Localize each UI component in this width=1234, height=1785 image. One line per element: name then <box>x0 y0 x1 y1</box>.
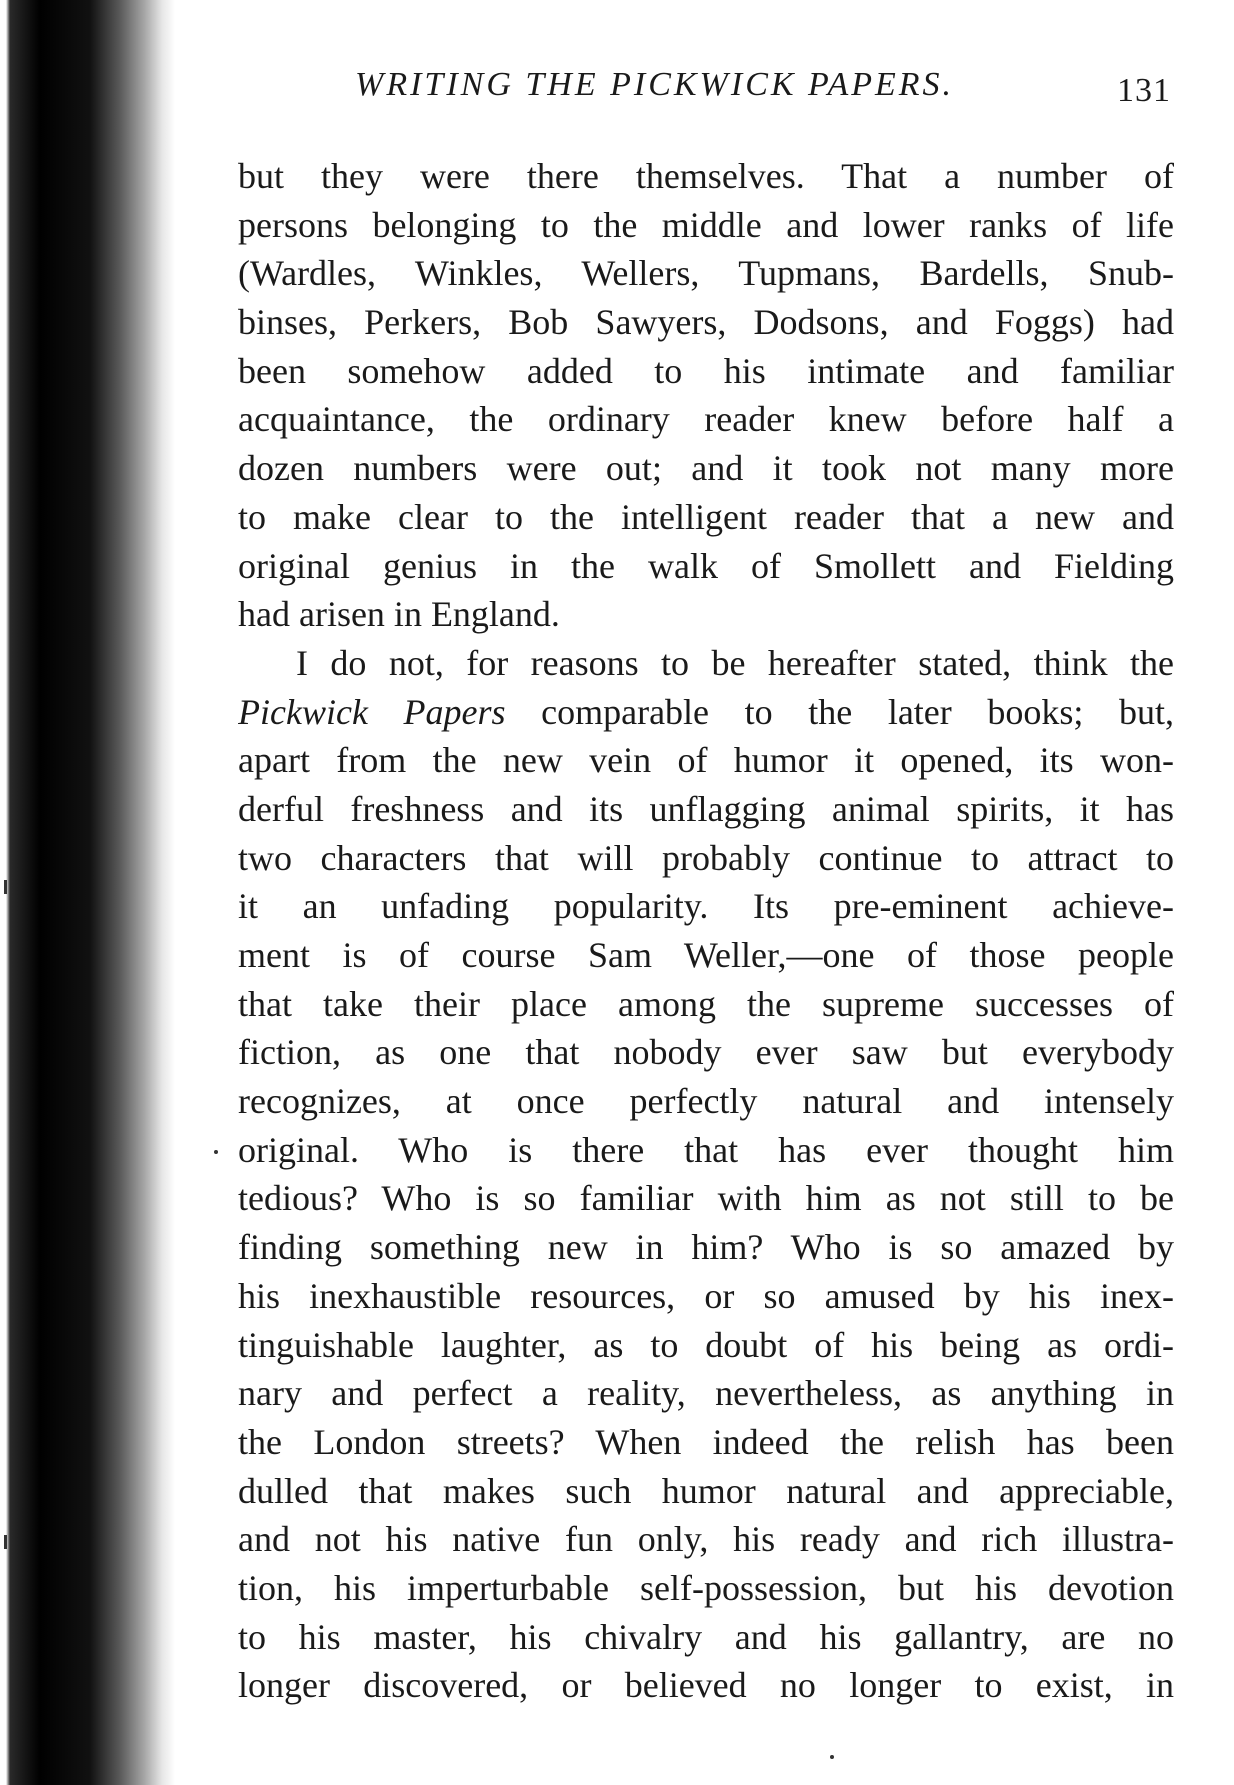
text-line: fiction, as one that nobody ever saw but everybody <box>238 1032 1174 1073</box>
text-line: (Wardles, Winkles, Wellers, Tupmans, Bardells, Snub- <box>238 253 1174 294</box>
book-title: Pickwick Papers <box>238 691 506 732</box>
print-speck <box>830 1755 834 1759</box>
text-line: that take their place among the supreme successes of <box>238 983 1174 1024</box>
text-line: tinguishable laughter, as to doubt of his being as ordi- <box>238 1324 1174 1365</box>
text-line-rest: comparable to the later books; but, <box>541 691 1174 732</box>
text-line: been somehow added to his intimate and familiar <box>238 350 1174 391</box>
text-line: his inexhaustible resources, or so amused by his inex- <box>238 1275 1174 1316</box>
text-line: nary and perfect a reality, nevertheless, as anything in <box>238 1373 1174 1414</box>
text-line: and not his native fun only, his ready and rich illustra- <box>238 1519 1174 1560</box>
text-line: tion, his imperturbable self-possession, but his devotion <box>238 1567 1174 1608</box>
print-speck <box>214 1150 218 1154</box>
text-line: dulled that makes such humor natural and appreciable, <box>238 1470 1174 1511</box>
text-line: original. Who is there that has ever thought him <box>238 1129 1174 1170</box>
text-line: finding something new in him? Who is so amazed by <box>238 1227 1174 1268</box>
text-line: to make clear to the intelligent reader that a new and <box>238 496 1174 537</box>
text-line: acquaintance, the ordinary reader knew before half a <box>238 399 1174 440</box>
text-line: apart from the new vein of humor it opened, its won- <box>238 740 1174 781</box>
text-line: but they were there themselves. That a number of <box>238 156 1174 196</box>
text-line: recognizes, at once perfectly natural and intensely <box>238 1081 1174 1122</box>
text-line: binses, Perkers, Bob Sawyers, Dodsons, and Foggs) had <box>238 302 1174 343</box>
binding-gutter-shadow <box>0 0 175 1785</box>
running-title: WRITING THE PICKWICK PAPERS. <box>355 66 955 103</box>
page-number: 131 <box>1117 72 1171 109</box>
text-line: dozen numbers were out; and it took not many more <box>238 448 1174 489</box>
gutter-speck <box>4 1535 7 1549</box>
text-line: longer discovered, or believed no longer to exist, in <box>238 1665 1174 1706</box>
text-line: the London streets? When indeed the relish has been <box>238 1421 1174 1462</box>
text-line: it an unfading popularity. Its pre-eminent achieve- <box>238 886 1174 927</box>
text-line: persons belonging to the middle and lower ranks of life <box>238 204 1174 245</box>
text-line: to his master, his chivalry and his gallantry, are no <box>238 1616 1174 1657</box>
text-line: ment is of course Sam Weller,—one of those people <box>238 935 1174 975</box>
text-line: I do not, for reasons to be hereafter stated, think the <box>296 642 1174 683</box>
gutter-speck <box>4 880 7 894</box>
text-line: had arisen in England. <box>238 594 560 635</box>
text-line <box>238 688 1174 737</box>
text-line: tedious? Who is so familiar with him as not still to be <box>238 1178 1174 1219</box>
text-line: derful freshness and its unflagging animal spirits, it has <box>238 788 1174 829</box>
text-line: two characters that will probably continue to attract to <box>238 837 1174 878</box>
body-text <box>238 152 1174 1710</box>
text-line: original genius in the walk of Smollett and Fielding <box>238 545 1174 586</box>
